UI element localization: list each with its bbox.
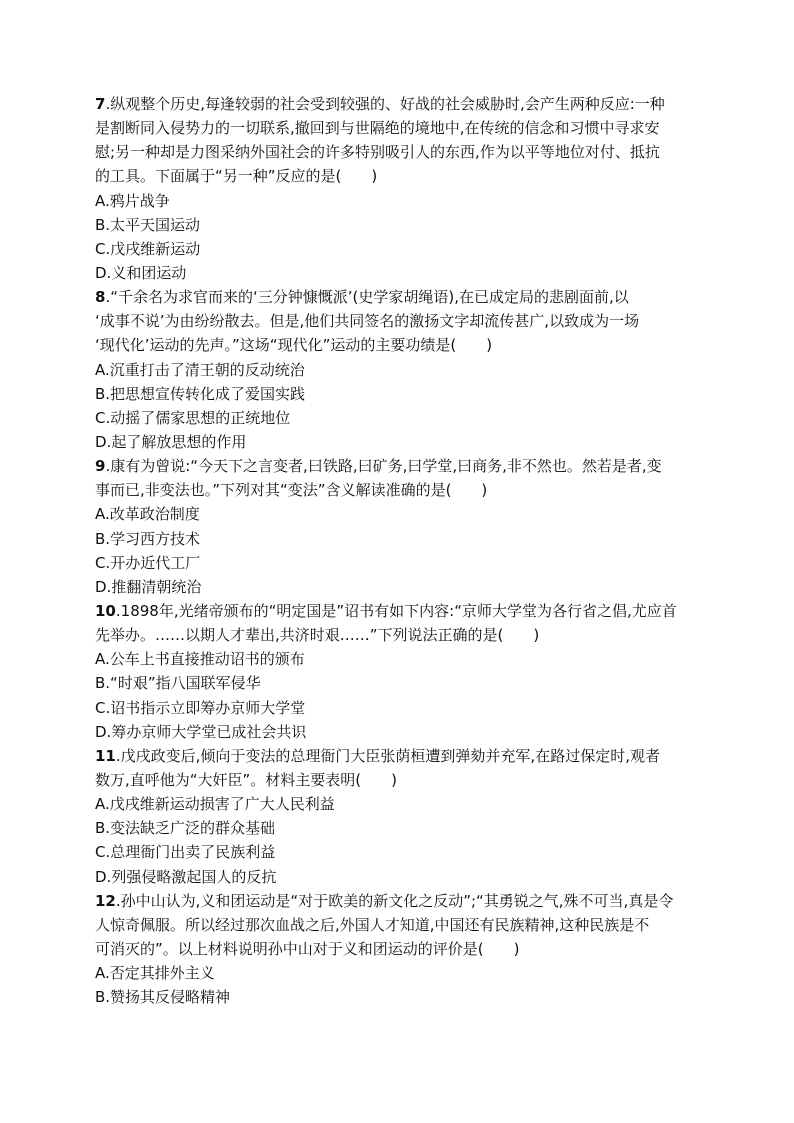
question-number: 9 (95, 457, 106, 476)
question-stem-line: 人惊奇佩服。所以经过那次血战之后,外国人才知道,中国还有民族精神,这种民族是不 (95, 915, 650, 934)
answer-option: C.动摇了儒家思想的正统地位 (95, 408, 291, 427)
answer-option: C.开办近代工厂 (95, 553, 201, 572)
question-stem-line: 11.戊戌政变后,倾向于变法的总理衙门大臣张荫桓遭到弹劾并充军,在路过保定时,观者 (95, 746, 660, 765)
answer-option: A.公车上书直接推动诏书的颁布 (95, 650, 305, 669)
question-7 (95, 92, 695, 285)
answer-option: A.鸦片战争 (95, 191, 170, 210)
question-number: 12 (95, 891, 116, 910)
answer-option: D.筹办京师大学堂已成社会共识 (95, 722, 307, 741)
question-number: 7 (95, 95, 106, 113)
question-9 (95, 454, 695, 599)
answer-option: B.“时艰”指八国联军侵华 (95, 674, 261, 693)
answer-option: B.学习西方技术 (95, 529, 201, 548)
question-11 (95, 744, 695, 889)
question-number: 10 (95, 601, 116, 620)
answer-option: A.沉重打击了清王朝的反动统治 (95, 360, 305, 379)
answer-option: D.推翻清朝统治 (95, 577, 202, 596)
answer-option: C.戊戌维新运动 (95, 239, 201, 258)
question-stem-line: 9.康有为曾说:“今天下之言变者,曰铁路,曰矿务,曰学堂,曰商务,非不然也。然若是者,变 (95, 457, 662, 476)
question-number: 11 (95, 746, 116, 765)
exam-page (95, 92, 695, 1009)
answer-option: B.赞扬其反侵略精神 (95, 988, 231, 1007)
answer-option: A.戊戌维新运动损害了广大人民利益 (95, 795, 335, 814)
answer-option: D.列强侵略激起国人的反抗 (95, 867, 277, 886)
answer-option: D.义和团运动 (95, 263, 187, 282)
answer-option: B.变法缺乏广泛的群众基础 (95, 819, 276, 838)
answer-option: C.总理衙门出卖了民族利益 (95, 843, 276, 862)
question-stem-line: 先举办。……以期人才辈出,共济时艰……”下列说法正确的是( ) (95, 626, 540, 645)
answer-option: B.把思想宣传转化成了爱国实践 (95, 384, 306, 403)
question-stem-line: ‘成事不说’为由纷纷散去。但是,他们共同签名的激扬文字却流传甚广,以致成为一场 (95, 312, 640, 331)
question-stem-line: ‘现代化’运动的先声。”这场“现代化”运动的主要功绩是( ) (95, 336, 493, 355)
question-stem-line: 的工具。下面属于“另一种”反应的是( ) (95, 167, 378, 186)
question-stem-line: 可消灭的”。以上材料说明孙中山对于义和团运动的评价是( ) (95, 939, 520, 958)
question-stem-line: 事而已,非变法也。”下列对其“变法”含义解读准确的是( ) (95, 481, 488, 500)
answer-option: C.诏书指示立即筹办京师大学堂 (95, 698, 306, 717)
question-stem-line: 数万,直呼他为“大奸臣”。材料主要表明( ) (95, 770, 398, 789)
question-12 (95, 889, 695, 1010)
question-stem-line: 是割断同入侵势力的一切联系,撤回到与世隔绝的境地中,在传统的信念和习惯中寻求安 (95, 119, 660, 138)
question-stem-line: 12.孙中山认为,义和团运动是“对于欧美的新文化之反动”;“其勇锐之气,殊不可当,真是令 (95, 891, 674, 910)
question-stem-line: 7.纵观整个历史,每逢较弱的社会受到较强的、好战的社会威胁时,会产生两种反应:一种 (95, 95, 665, 113)
answer-option: B.太平天国运动 (95, 215, 201, 234)
answer-option: A.改革政治制度 (95, 505, 200, 524)
question-stem-line: 慰;另一种却是力图采纳外国社会的许多特别吸引人的东西,作为以平等地位对付、抵抗 (95, 143, 660, 162)
question-number: 8 (95, 288, 106, 307)
question-stem-line: 8.“千余名为求官而来的‘三分钟慷慨派’(史学家胡绳语),在已成定局的悲剧面前,以 (95, 288, 629, 307)
question-10 (95, 599, 695, 744)
answer-option: D.起了解放思想的作用 (95, 432, 247, 451)
question-8 (95, 285, 695, 454)
answer-option: A.否定其排外主义 (95, 964, 215, 983)
question-stem-line: 10.1898年,光绪帝颁布的“明定国是”诏书有如下内容:“京师大学堂为各行省之倡,尤应首 (95, 601, 677, 620)
